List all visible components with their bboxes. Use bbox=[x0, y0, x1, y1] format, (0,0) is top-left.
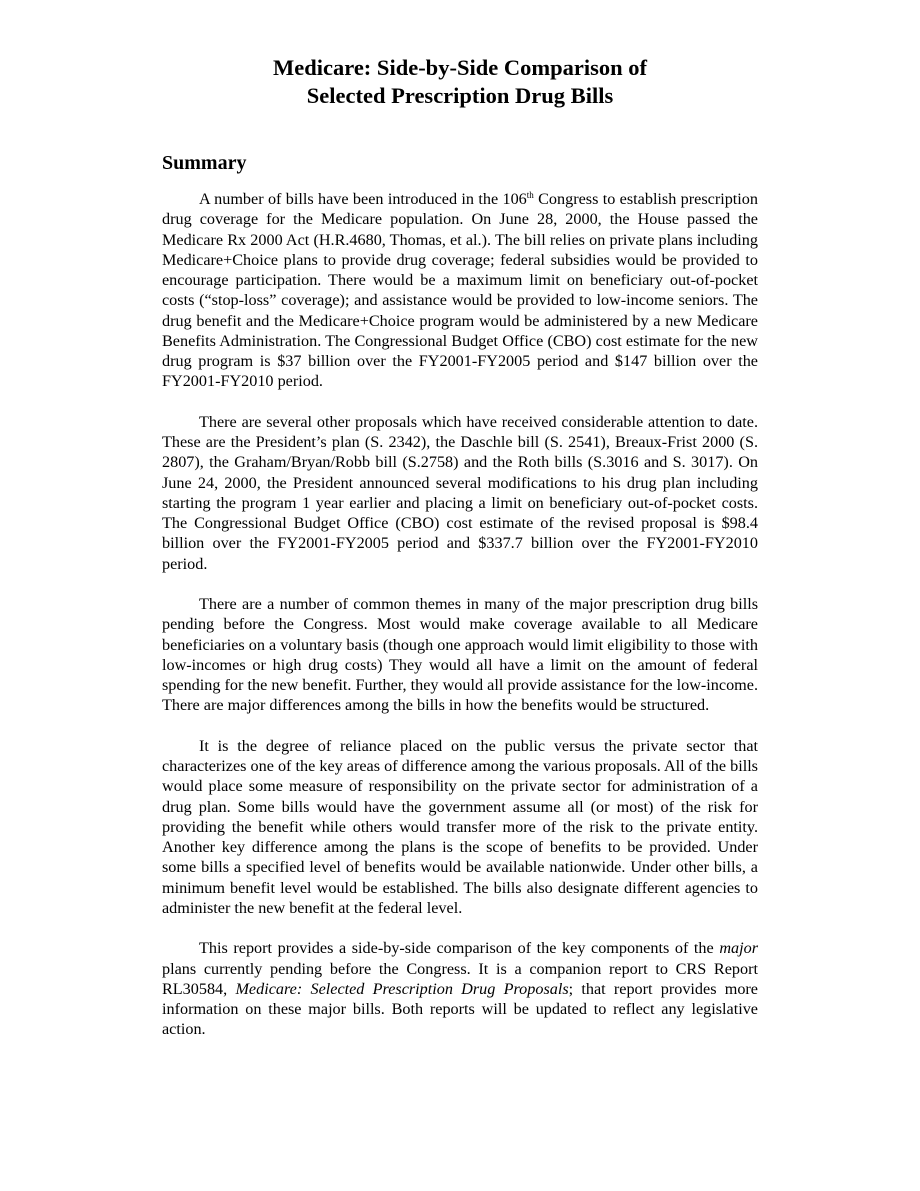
p1-text-b: Congress to establish prescription drug coverage for the Medicare population. On June 28, 2000, the House passed the Medicare Rx 2000 Act (H.R.4680, Thomas, et al.). The bill relies on private plans including Medicare+Choice plans to provide drug coverage; federal subsidies would be provided to encourage participation. There would be a maximum limit on beneficiary out-of-pocket costs (“stop-loss” coverage); and assistance would be provided to low-income seniors. The drug benefit and the Medicare+Choice program would be administered by a new Medicare Benefits Administration. The Congressional Budget Office (CBO) cost estimate for the new drug program is $37 billion over the FY2001-FY2005 period and $147 billion over the FY2001-FY2010 period. bbox=[162, 190, 758, 391]
p5-emphasis-major: major bbox=[719, 939, 758, 958]
ordinal-superscript: th bbox=[526, 190, 534, 200]
p5-text-b: plans currently pending before the Congress. It is a companion report to CRS Report RL30584, bbox=[162, 959, 758, 998]
summary-paragraph-4: It is the degree of reliance placed on the public versus the private sector that characterizes one of the key areas of difference among the various proposals. All of the bills would place some measure of responsibility on the private sector for administration of a drug plan. Some bills would have the government assume all (or most) of the risk for providing the benefit while others would transfer more of the risk to the private entity. Another key difference among the plans is the scope of benefits to be provided. Under some bills a specified level of benefits would be available nationwide. Under other bills, a minimum benefit level would be established. The bills also designate different agencies to administer the new benefit at the federal level. bbox=[162, 736, 758, 917]
summary-paragraph-2: There are several other proposals which have received considerable attention to date. These are the President’s plan (S. 2342), the Daschle bill (S. 2541), Breaux-Frist 2000 (S. 2807), the Graham/Bryan/Robb bill (S.2758) and the Roth bills (S.3016 and S. 3017). On June 24, 2000, the President announced several modifications to his drug plan including starting the program 1 year earlier and placing a limit on beneficiary out-of-pocket costs. The Congressional Budget Office (CBO) cost estimate of the revised proposal is $98.4 billion over the FY2001-FY2005 period and $337.7 billion over the FY2001-FY2010 period. bbox=[162, 412, 758, 573]
summary-paragraph-1 bbox=[162, 189, 758, 392]
document-title bbox=[162, 54, 758, 110]
p1-text-a: A number of bills have been introduced in the 106 bbox=[199, 190, 527, 208]
p5-text-a: This report provides a side-by-side comparison of the key components of the bbox=[199, 939, 720, 958]
title-line-1: Medicare: Side-by-Side Comparison of bbox=[273, 55, 647, 80]
p5-text-c: ; that report provides more information on these major bills. Both reports will be updated to reflect any legislative action. bbox=[162, 979, 758, 1039]
p5-report-title: Medicare: Selected Prescription Drug Proposals bbox=[235, 979, 569, 998]
summary-paragraph-3: There are a number of common themes in many of the major prescription drug bills pending before the Congress. Most would make coverage available to all Medicare beneficiaries on a voluntary basis (though one approach would limit eligibility to those with low-incomes or high drug costs) They would all have a limit on the amount of federal spending for the new benefit. Further, they would all provide assistance for the low-income. There are major differences among the bills in how the benefits would be structured. bbox=[162, 595, 758, 715]
section-heading-summary: Summary bbox=[162, 152, 247, 174]
summary-paragraph-5 bbox=[162, 938, 758, 1039]
title-line-2: Selected Prescription Drug Bills bbox=[306, 83, 614, 108]
document-page bbox=[162, 54, 758, 1060]
